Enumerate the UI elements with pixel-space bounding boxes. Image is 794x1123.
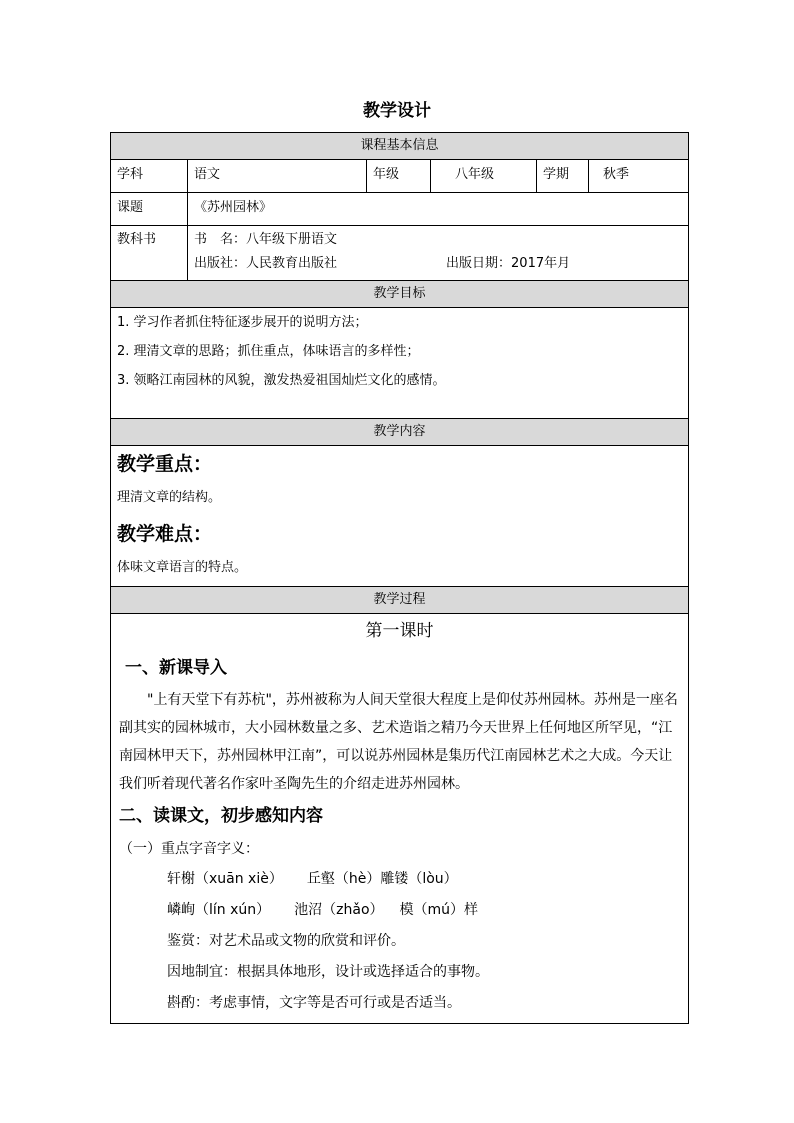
lesson-plan-table: [110, 132, 689, 1024]
difficulty-text: 体味文章语言的特点。: [117, 560, 248, 575]
basic-info-header: 课程基本信息: [111, 133, 689, 160]
vocab-line: [119, 895, 680, 926]
section1-title: 一、新课导入: [125, 658, 227, 678]
objectives-header: 教学目标: [111, 281, 689, 308]
grade-label: 年级: [367, 160, 431, 193]
publisher-label: 出版社：: [194, 256, 247, 271]
book-name-label: 书 名：: [194, 232, 247, 247]
definition-item: 鉴赏：对艺术品或文物的欣赏和评价。: [167, 933, 405, 949]
pub-date-label: 出版日期：: [446, 256, 512, 271]
objective-item: 1. 学习作者抓住特征逐步展开的说明方法；: [117, 315, 368, 330]
key-point-text: 理清文章的结构。: [117, 490, 222, 505]
objective-item: 2. 理清文章的思路；抓住重点，体味语言的多样性；: [117, 344, 420, 359]
pub-date-value: 2017年月: [511, 256, 571, 271]
publisher-value: 人民教育出版社: [246, 256, 338, 271]
book-name-line: [194, 228, 682, 252]
term-value: 秋季: [589, 160, 689, 193]
key-point-title: 教学重点：: [117, 453, 213, 475]
topic-value: 《苏州园林》: [188, 193, 689, 226]
vocab-term: 模（mú）样: [399, 902, 479, 918]
vocab-term: 轩榭（xuān xiè）: [167, 871, 283, 887]
objective-item: 3. 领略江南园林的风貌，激发热爱祖国灿烂文化的感情。: [117, 373, 446, 388]
term-label: 学期: [537, 160, 589, 193]
subject-label: 学科: [111, 160, 188, 193]
textbook-label: 教科书: [111, 226, 188, 281]
content-cell: [111, 446, 689, 587]
book-name-value: 八年级下册语文: [246, 232, 338, 247]
vocab-term: 丘壑（hè）雕镂（lòu）: [306, 871, 458, 887]
section2-title: 二、读课文，初步感知内容: [119, 806, 323, 826]
subject-value: 语文: [188, 160, 367, 193]
textbook-info: [188, 226, 689, 281]
vocab-term: 池沼（zhǎo）: [294, 902, 384, 918]
publisher-line: [194, 252, 682, 276]
vocab-title: （一）重点字音字义：: [119, 841, 259, 857]
objectives-cell: [111, 308, 689, 419]
section1-paragraph: "上有天堂下有苏杭"，苏州被称为人间天堂很大程度上是仰仗苏州园林。苏州是一座名副其实的园林城市，大小园林数量之多、艺术造诣之精乃今天世界上任何地区所罕见，“江南园林甲天下，苏州园林甲江南”，可以说苏州园林是集历代江南园林艺术之大成。今天让我们听着现代著名作家叶圣陶先生的介绍走进苏州园林。: [119, 692, 678, 792]
content-header: 教学内容: [111, 419, 689, 446]
vocab-term: 嶙峋（lín xún）: [167, 902, 271, 918]
process-header: 教学过程: [111, 587, 689, 614]
topic-label: 课题: [111, 193, 188, 226]
difficulty-title: 教学难点：: [117, 523, 213, 545]
definition-item: 因地制宜：根据具体地形，设计或选择适合的事物。: [167, 964, 489, 980]
lesson-title: 第一课时: [365, 621, 434, 641]
document-title: 教学设计: [363, 101, 431, 121]
definition-item: 斟酌：考虑事情，文字等是否可行或是否适当。: [167, 995, 461, 1011]
vocab-line: [119, 864, 680, 895]
process-cell: [111, 614, 689, 1024]
grade-value: 八年级: [431, 160, 537, 193]
